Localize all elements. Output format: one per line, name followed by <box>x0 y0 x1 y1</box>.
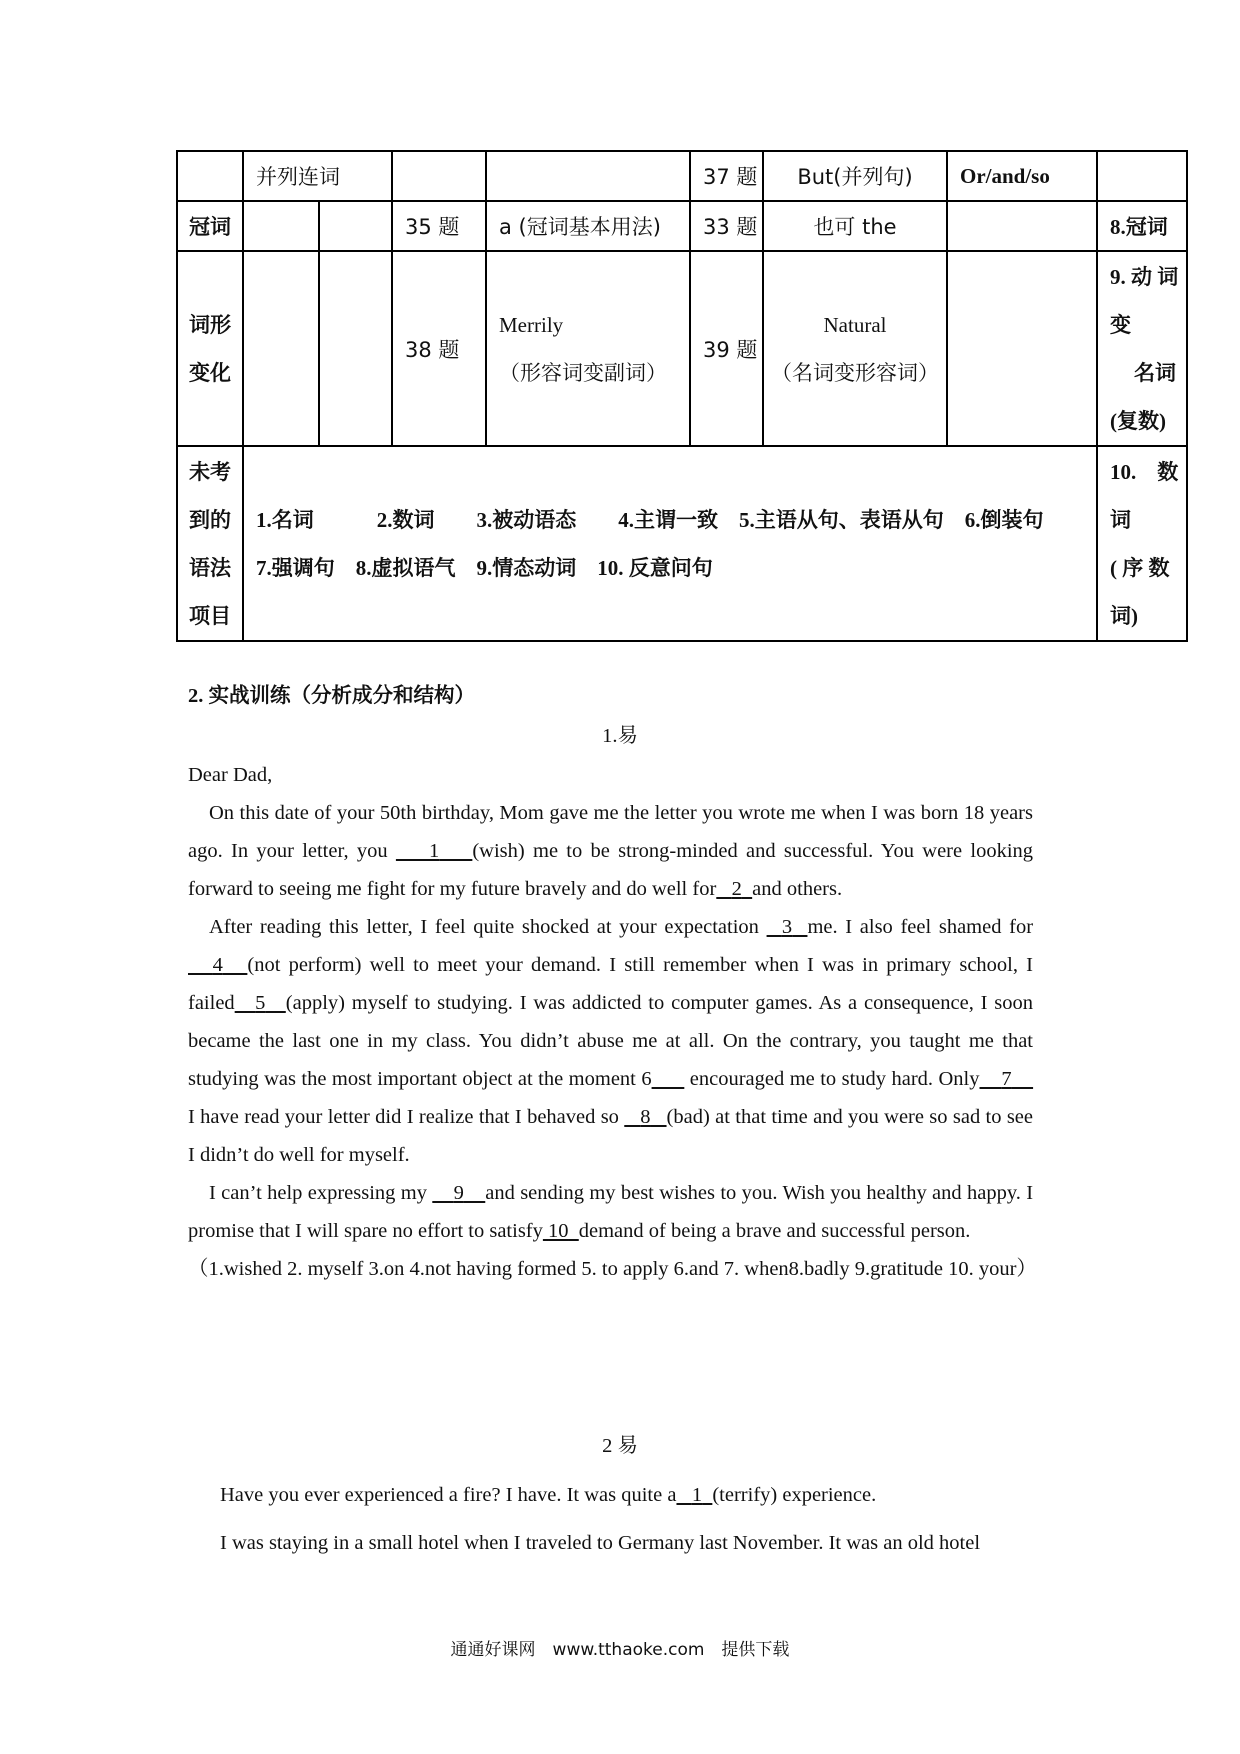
page-footer: 通通好课网 www.tthaoke.com 提供下载 <box>450 1640 790 1660</box>
table-cell: 冠词 <box>177 201 243 251</box>
table-row <box>177 201 1187 251</box>
table-row <box>177 446 1187 641</box>
passage-1 <box>188 756 1037 1288</box>
blank-1: 1 <box>691 1484 703 1506</box>
paragraph: I was staying in a small hotel when I traveled to Germany last November. It was an old hotel <box>220 1532 981 1554</box>
salutation: Dear Dad, <box>188 764 273 786</box>
untested-items-line: 1.名词 2.数词 3.被动语态 4.主谓一致 5.主语从句、表语从句 6.倒装句 <box>256 507 1044 532</box>
table-cell: 10. 数 词 ( 序 数 词) <box>1097 446 1187 641</box>
blank-6 <box>652 1068 685 1090</box>
table-cell: 也可 the <box>763 201 947 251</box>
paragraph: After reading this letter, I feel quite shocked at your expectation 3 me. I also feel shamed for 4 (not perform) well to meet your demand. I still remember when I was in primary school, I failed 5 (apply) myself to studying. I was addicted to computer games. As a consequence, I soon became the last one in my class. You didn’t abuse me at all. On the contrary, you taught me that studying was the most important object at the moment 6 encouraged me to study hard. Only 7 I have read your letter did I realize that I behaved so 8 (bad) at that time and you were so sad to see I didn’t do well for myself. <box>188 916 1034 1166</box>
table-cell: Natural （名词变形容词） <box>763 251 947 446</box>
section-heading: 2. 实战训练（分析成分和结构） <box>188 685 475 707</box>
blank-2: 2 <box>731 878 742 900</box>
grammar-summary-table <box>176 150 1188 642</box>
paragraph: Have you ever experienced a fire? I have. It was quite a 1 (terrify) experience. <box>220 1484 877 1506</box>
table-cell: 38 题 <box>392 251 486 446</box>
blank-10: 10 <box>548 1220 569 1242</box>
table-cell: 并列连词 <box>243 151 392 201</box>
blank-7: 7 <box>1001 1068 1012 1090</box>
passage-title: 1.易 <box>602 725 638 747</box>
table-cell: Merrily （形容词变副词） <box>486 251 690 446</box>
table-cell: But(并列句) <box>763 151 947 201</box>
table-cell: 39 题 <box>690 251 763 446</box>
blank-8: 8 <box>640 1106 651 1128</box>
blank-1: 1 <box>429 840 440 862</box>
table-cell: 8.冠词 <box>1097 201 1187 251</box>
table-cell: 未考 到的 语法 项目 <box>177 446 243 641</box>
table-cell: 9. 动 词 变 名词 (复数) <box>1097 251 1187 446</box>
paragraph: I can’t help expressing my 9 and sending my best wishes to you. Wish you healthy and happy. I promise that I will spare no effort to satisfy 10 demand of being a brave and successful person. <box>188 1182 1034 1242</box>
table-row <box>177 251 1187 446</box>
answer-key: （1.wished 2. myself 3.on 4.not having formed 5. to apply 6.and 7. when8.badly 9.gratitude 10. your） <box>188 1258 1037 1280</box>
passage-title: 2 易 <box>602 1435 638 1457</box>
table-cell: 35 题 <box>392 201 486 251</box>
table-cell: a (冠词基本用法) <box>486 201 690 251</box>
table-cell: Or/and/so <box>947 151 1097 201</box>
table-cell: 37 题 <box>690 151 763 201</box>
table-cell <box>243 446 1097 641</box>
table-row <box>177 151 1187 201</box>
passage-2 <box>188 1471 1033 1567</box>
untested-items-line: 7.强调句 8.虚拟语气 9.情态动词 10. 反意问句 <box>256 555 713 580</box>
blank-4: 4 <box>212 954 223 976</box>
blank-5: 5 <box>255 992 266 1014</box>
blank-3: 3 <box>781 916 793 938</box>
blank-9: 9 <box>453 1182 464 1204</box>
table-cell: 33 题 <box>690 201 763 251</box>
paragraph: On this date of your 50th birthday, Mom gave me the letter you wrote me when I was born 18 years ago. In your letter, you 1 (wish) me to be strong-minded and successful. You were looking forward to seeing me fight for my future bravely and do well for 2 and others. <box>188 802 1034 900</box>
table-cell: 词形 变化 <box>177 251 243 446</box>
